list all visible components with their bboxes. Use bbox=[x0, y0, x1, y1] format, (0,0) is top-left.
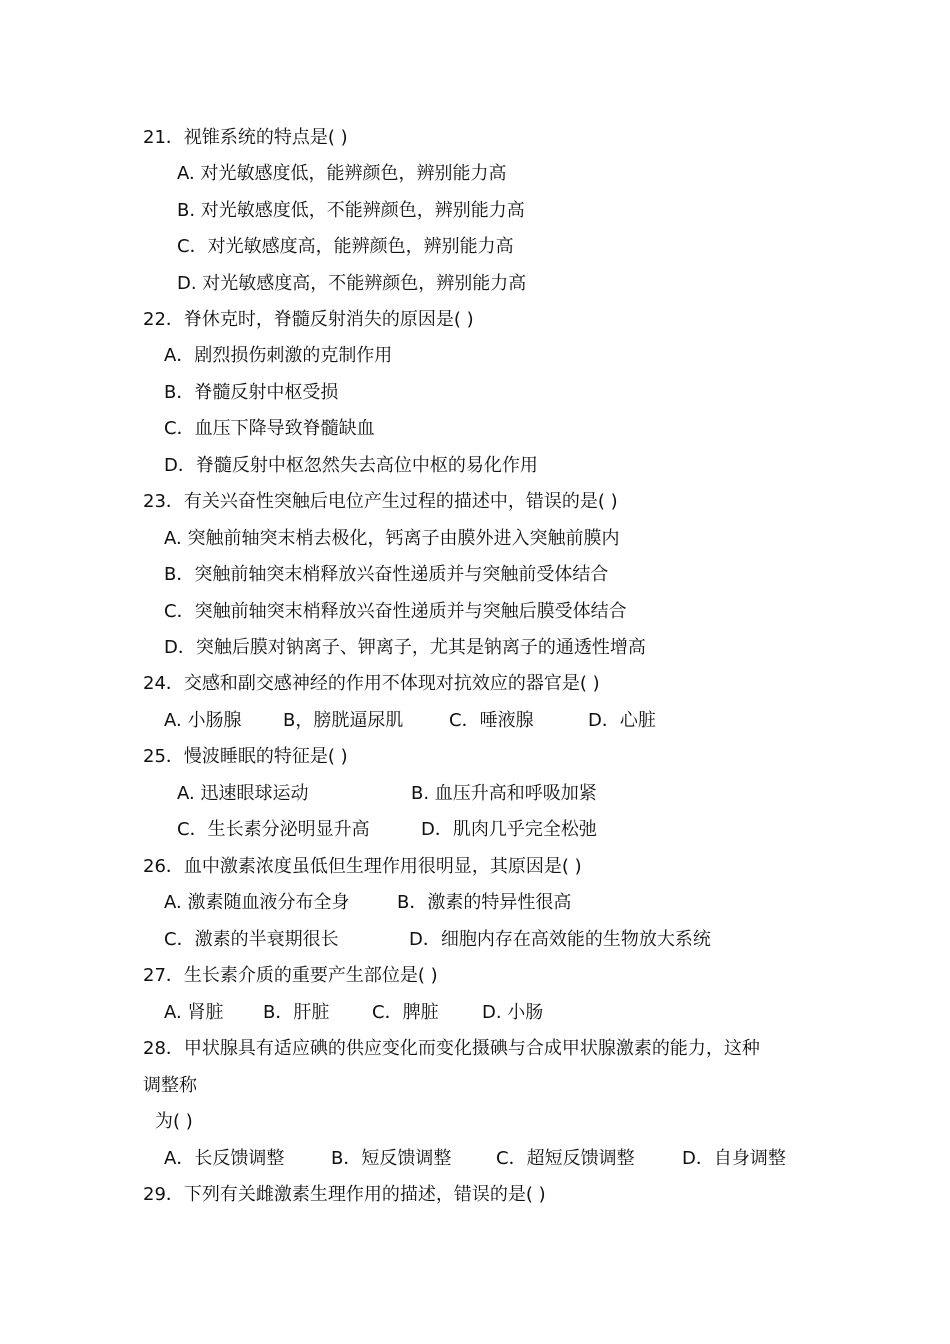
q21-option-d: D. 对光敏感度高，不能辨颜色，辨别能力高 bbox=[177, 273, 527, 294]
q29-stem: 29．下列有关雌激素生理作用的描述，错误的是( ) bbox=[143, 1184, 546, 1205]
q26-option-d: D．细胞内存在高效能的生物放大系统 bbox=[409, 929, 711, 950]
q21-option-b: B. 对光敏感度低，不能辨颜色，辨别能力高 bbox=[177, 200, 525, 221]
q28-option-b: B．短反馈调整 bbox=[331, 1148, 452, 1169]
q25-option-c: C．生长素分泌明显升高 bbox=[177, 819, 370, 840]
q26-option-c: C．激素的半衰期很长 bbox=[164, 929, 339, 950]
q25-option-d: D．肌肉几乎完全松弛 bbox=[421, 819, 597, 840]
q24-option-a: A. 小肠腺 bbox=[164, 710, 242, 731]
q28-option-d: D．自身调整 bbox=[682, 1148, 786, 1169]
q22-option-a: A．剧烈损伤刺激的克制作用 bbox=[164, 345, 393, 366]
q28-option-a: A．长反馈调整 bbox=[164, 1148, 285, 1169]
q23-option-a: A. 突触前轴突末梢去极化，钙离子由膜外进入突触前膜内 bbox=[164, 528, 620, 549]
q27-option-d: D. 小肠 bbox=[482, 1002, 544, 1023]
q27-stem: 27．生长素介质的重要产生部位是( ) bbox=[143, 965, 438, 986]
q22-stem: 22．脊休克时，脊髓反射消失的原因是( ) bbox=[143, 309, 474, 330]
q26-stem: 26．血中激素浓度虽低但生理作用很明显，其原因是( ) bbox=[143, 856, 582, 877]
q28-stem-line2: 调整称 bbox=[143, 1075, 197, 1096]
q27-option-a: A. 肾脏 bbox=[164, 1002, 224, 1023]
q21-option-a: A. 对光敏感度低，能辨颜色，辨别能力高 bbox=[177, 163, 507, 184]
q28-option-c: C．超短反馈调整 bbox=[496, 1148, 635, 1169]
q26-option-a: A. 激素随血液分布全身 bbox=[164, 892, 350, 913]
q27-option-c: C．脾脏 bbox=[372, 1002, 439, 1023]
q26-option-b: B．激素的特异性很高 bbox=[397, 892, 572, 913]
q28-stem-line3: 为( ) bbox=[155, 1111, 193, 1132]
q24-stem: 24．交感和副交感神经的作用不体现对抗效应的器官是( ) bbox=[143, 673, 600, 694]
q24-option-d: D．心脏 bbox=[588, 710, 656, 731]
q27-option-b: B．肝脏 bbox=[263, 1002, 330, 1023]
q23-option-c: C．突触前轴突末梢释放兴奋性递质并与突触后膜受体结合 bbox=[164, 601, 627, 622]
q23-option-b: B．突触前轴突末梢释放兴奋性递质并与突触前受体结合 bbox=[164, 564, 609, 585]
q22-option-d: D．脊髓反射中枢忽然失去高位中枢的易化作用 bbox=[164, 455, 538, 476]
q24-option-b: B，膀胱逼尿肌 bbox=[283, 710, 404, 731]
q21-option-c: C．对光敏感度高，能辨颜色，辨别能力高 bbox=[177, 236, 514, 257]
q23-stem: 23．有关兴奋性突触后电位产生过程的描述中，错误的是( ) bbox=[143, 491, 618, 512]
q23-option-d: D．突触后膜对钠离子、钾离子，尤其是钠离子的通透性增高 bbox=[164, 637, 646, 658]
q25-option-a: A. 迅速眼球运动 bbox=[177, 783, 309, 804]
q22-option-c: C．血压下降导致脊髓缺血 bbox=[164, 418, 375, 439]
q21-stem: 21．视锥系统的特点是( ) bbox=[143, 127, 348, 148]
q25-option-b: B. 血压升高和呼吸加紧 bbox=[411, 783, 597, 804]
q25-stem: 25．慢波睡眠的特征是( ) bbox=[143, 746, 348, 767]
q24-option-c: C．唾液腺 bbox=[449, 710, 534, 731]
q22-option-b: B．脊髓反射中枢受损 bbox=[164, 382, 339, 403]
q28-stem-line1: 28．甲状腺具有适应碘的供应变化而变化摄碘与合成甲状腺激素的能力，这种 bbox=[143, 1038, 760, 1059]
